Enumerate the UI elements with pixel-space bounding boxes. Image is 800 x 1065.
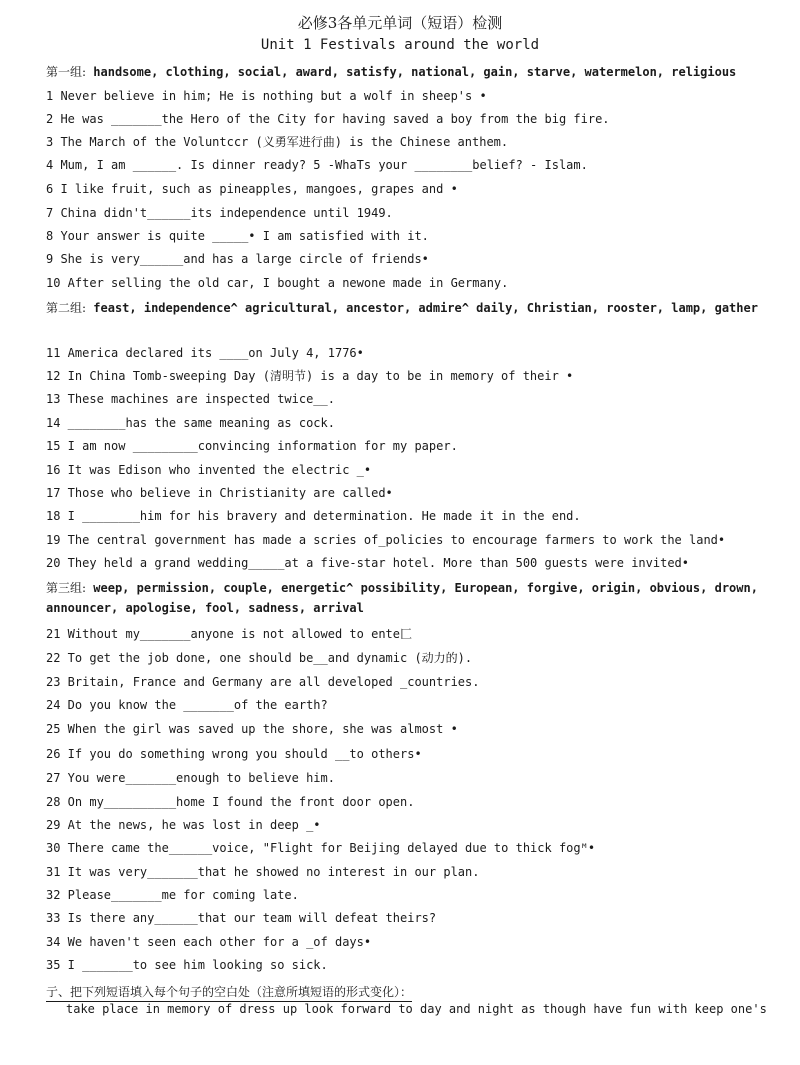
- question-line: 17 Those who believe in Christianity are called•: [46, 486, 393, 500]
- question-line: 3 The March of the Voluntccr (义勇军进行曲) is the Chinese anthem.: [46, 135, 509, 149]
- word-group-2: [46, 298, 766, 318]
- question-line: 15 I am now _________convincing information for my paper.: [46, 439, 458, 453]
- phrase-list: take place in memory of dress up look forward to day and night as though have fun with keep one's: [66, 1002, 767, 1016]
- question-line: 18 I ________him for his bravery and determination. He made it in the end.: [46, 509, 581, 523]
- question-line: 8 Your answer is quite _____• I am satisfied with it.: [46, 229, 429, 243]
- question-line: 31 It was very_______that he showed no interest in our plan.: [46, 865, 480, 879]
- question-line: 28 On my__________home I found the front door open.: [46, 795, 415, 809]
- question-line: 25 When the girl was saved up the shore, she was almost •: [46, 722, 458, 736]
- word-group-3: [46, 578, 766, 618]
- question-line: 13 These machines are inspected twice__.: [46, 392, 335, 406]
- page-title-unit: Unit 1 Festivals around the world: [260, 37, 540, 53]
- question-line: 29 At the news, he was lost in deep _•: [46, 818, 321, 832]
- question-line: 11 America declared its ____on July 4, 1776•: [46, 346, 364, 360]
- question-line: 27 You were_______enough to believe him.: [46, 771, 335, 785]
- question-line: 32 Please_______me for coming late.: [46, 888, 299, 902]
- question-line: 16 It was Edison who invented the electric _•: [46, 463, 372, 477]
- group-words: handsome, clothing, social, award, satisfy, national, gain, starve, watermelon, religious: [93, 65, 737, 79]
- word-group-1: [46, 62, 766, 82]
- question-line: 22 To get the job done, one should be__and dynamic (动力的).: [46, 651, 473, 665]
- question-line: 34 We haven't seen each other for a _of days•: [46, 935, 372, 949]
- question-line: 35 I _______to see him looking so sick.: [46, 958, 328, 972]
- question-line: 24 Do you know the _______of the earth?: [46, 698, 328, 712]
- question-line: 4 Mum, I am ______. Is dinner ready? 5 -WhaTs your ________belief? - Islam.: [46, 158, 588, 172]
- question-line: 23 Britain, France and Germany are all developed _countries.: [46, 675, 480, 689]
- question-line: 26 If you do something wrong you should __to others•: [46, 747, 422, 761]
- question-line: 14 ________has the same meaning as cock.: [46, 416, 335, 430]
- page-title-chinese: 必修3各单元单词（短语）检测: [297, 14, 503, 32]
- question-line: 10 After selling the old car, I bought a newone made in Germany.: [46, 276, 509, 290]
- question-line: 30 There came the______voice, "Flight for Beijing delayed due to thick fogᴹ•: [46, 841, 596, 855]
- group-label: 第三组:: [46, 581, 87, 595]
- group-label: 第二组:: [46, 301, 87, 315]
- question-line: 19 The central government has made a scries of_policies to encourage farmers to work the land•: [46, 533, 726, 547]
- question-line: 6 I like fruit, such as pineapples, mangoes, grapes and •: [46, 182, 458, 196]
- group-words: feast, independence^ agricultural, ancestor, admire^ daily, Christian, rooster, lamp, gather: [93, 301, 758, 315]
- section-heading: 亍、把下列短语填入每个句子的空白处（注意所填短语的形式变化）：: [46, 983, 412, 1002]
- question-line: 33 Is there any______that our team will defeat theirs?: [46, 911, 437, 925]
- question-line: 9 She is very______and has a large circle of friends•: [46, 252, 429, 266]
- question-line: 20 They held a grand wedding_____at a five-star hotel. More than 500 guests were invited•: [46, 556, 689, 570]
- question-line: 7 China didn't______its independence until 1949.: [46, 206, 393, 220]
- question-line: 12 In China Tomb-sweeping Day (清明节) is a day to be in memory of their •: [46, 369, 574, 383]
- group-words: weep, permission, couple, energetic^ possibility, European, forgive, origin, obvious, drown, announcer, apologise, fool, sadness, arrival: [46, 581, 758, 615]
- group-label: 第一组:: [46, 65, 87, 79]
- question-line: 2 He was _______the Hero of the City for having saved a boy from the big fire.: [46, 112, 610, 126]
- question-line: 1 Never believe in him; He is nothing but a wolf in sheep's •: [46, 89, 487, 103]
- question-line: 21 Without my_______anyone is not allowed to ente匚: [46, 627, 413, 641]
